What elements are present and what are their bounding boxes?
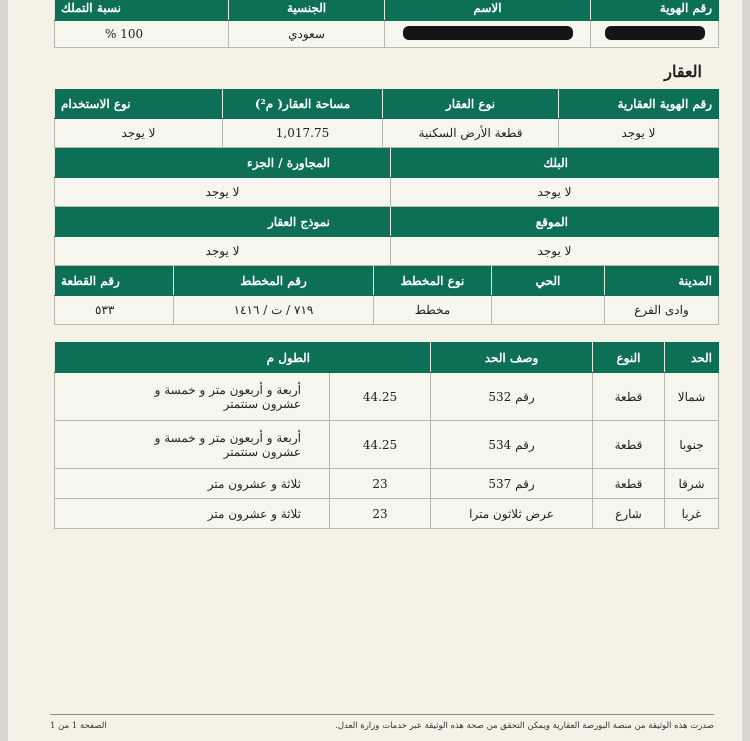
footer-note: صدرت هذه الوثيقة من منصة البورصة العقارية ويمكن التحقق من صحة هذه الوثيقة عبر خدمات وزارة العدل. xyxy=(335,721,714,731)
property-header-usage: نوع الاستخدام xyxy=(55,90,223,119)
plan-header-plan-type: نوع المخطط xyxy=(374,267,492,296)
boundary-header-length: الطول م xyxy=(55,343,431,373)
boundary-length: 23 xyxy=(330,499,431,529)
boundary-type: قطعة xyxy=(593,421,665,469)
property-area-value: 1,017.75 xyxy=(223,119,383,148)
plan-district-value xyxy=(492,296,605,325)
boundary-type: شارع xyxy=(593,499,665,529)
plan-header-plan-number: رقم المخطط xyxy=(174,267,374,296)
owner-header-nationality: الجنسية xyxy=(229,0,385,21)
boundary-row xyxy=(55,499,719,529)
property-model-value: لا يوجد xyxy=(55,237,391,266)
location-table xyxy=(54,207,719,266)
neighborhood-part-value: لا يوجد xyxy=(55,178,391,207)
block-header: البلك xyxy=(391,149,719,178)
plan-header-district: الحي xyxy=(492,267,605,296)
property-header-id: رقم الهوية العقارية xyxy=(559,90,719,119)
plan-city-value: وادى الفرع xyxy=(605,296,719,325)
block-table xyxy=(54,148,719,207)
owner-name-redacted xyxy=(385,21,591,48)
owner-header-id: رقم الهوية xyxy=(591,0,719,21)
boundary-side: شرقا xyxy=(665,469,719,499)
boundary-description: رقم 532 xyxy=(431,373,593,421)
plan-table xyxy=(54,266,719,325)
boundary-row xyxy=(55,469,719,499)
boundary-header-side: الحد xyxy=(665,343,719,373)
boundary-side: شمالا xyxy=(665,373,719,421)
owner-header-name: الاسم xyxy=(385,0,591,21)
boundary-description: عرض ثلاثون مترا xyxy=(431,499,593,529)
boundary-header-type: النوع xyxy=(593,343,665,373)
boundary-side: جنوبا xyxy=(665,421,719,469)
property-section-title: العقار xyxy=(664,62,702,81)
page-number: الصفحة 1 من 1 xyxy=(50,721,107,731)
property-id-value: لا يوجد xyxy=(559,119,719,148)
property-type-value: قطعة الأرض السكنية xyxy=(383,119,559,148)
block-value: لا يوجد xyxy=(391,178,719,207)
location-value: لا يوجد xyxy=(391,237,719,266)
property-table xyxy=(54,89,719,148)
boundary-length-text: ثلاثة و عشرون متر xyxy=(55,499,330,529)
boundary-length-text: ثلاثة و عشرون متر xyxy=(55,469,330,499)
plan-number-value: ٧١٩ / ت / ١٤١٦ xyxy=(174,296,374,325)
boundary-length-text: أربعة و أربعون متر و خمسة و عشرون سنتمتر xyxy=(55,421,330,469)
boundary-description: رقم 534 xyxy=(431,421,593,469)
page-footer xyxy=(50,714,714,733)
document-page xyxy=(8,0,742,741)
owner-table xyxy=(54,0,719,48)
property-header-type: نوع العقار xyxy=(383,90,559,119)
boundary-description: رقم 537 xyxy=(431,469,593,499)
property-usage-value: لا يوجد xyxy=(55,119,223,148)
plan-header-city: المدينة xyxy=(605,267,719,296)
neighborhood-part-header: المجاورة / الجزء xyxy=(55,149,391,178)
owner-ownership: 100 % xyxy=(55,21,229,48)
owner-nationality: سعودي xyxy=(229,21,385,48)
boundary-row xyxy=(55,421,719,469)
boundary-length-text: أربعة و أربعون متر و خمسة و عشرون سنتمتر xyxy=(55,373,330,421)
location-header: الموقع xyxy=(391,208,719,237)
plan-parcel-value: ٥٣٣ xyxy=(55,296,174,325)
boundary-length: 44.25 xyxy=(330,373,431,421)
property-header-area: مساحة العقار( م²) xyxy=(223,90,383,119)
boundary-length: 44.25 xyxy=(330,421,431,469)
boundary-length: 23 xyxy=(330,469,431,499)
plan-type-value: مخطط xyxy=(374,296,492,325)
boundary-row xyxy=(55,373,719,421)
boundary-header-description: وصف الحد xyxy=(431,343,593,373)
boundary-side: غربا xyxy=(665,499,719,529)
property-model-header: نموذج العقار xyxy=(55,208,391,237)
owner-id-redacted xyxy=(591,21,719,48)
boundary-type: قطعة xyxy=(593,469,665,499)
boundary-type: قطعة xyxy=(593,373,665,421)
owner-header-ownership: نسبة التملك xyxy=(55,0,229,21)
boundaries-table xyxy=(54,342,719,529)
plan-header-parcel-number: رقم القطعة xyxy=(55,267,174,296)
